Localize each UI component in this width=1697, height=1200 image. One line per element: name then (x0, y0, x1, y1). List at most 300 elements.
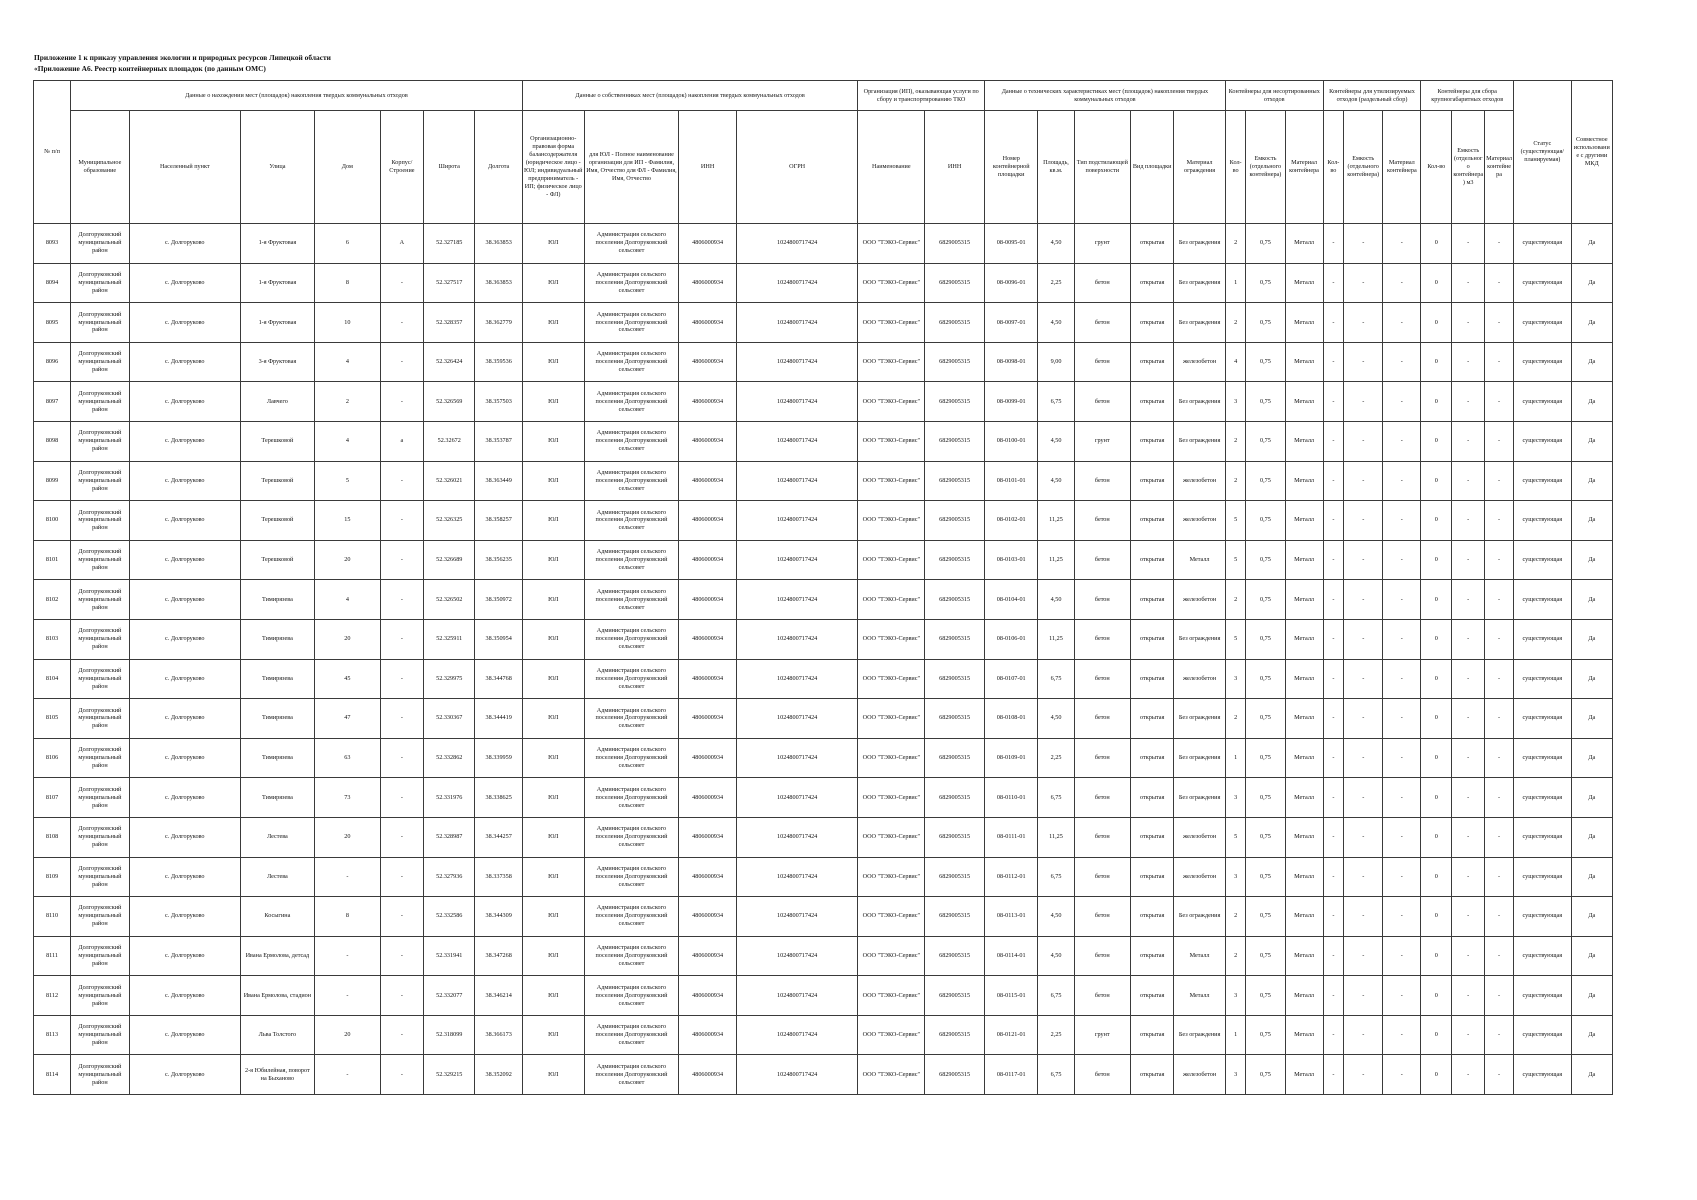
cell-stype: открытая (1131, 778, 1174, 818)
cell-mmat: Металл (1285, 659, 1323, 699)
cell-mc: 3 (1225, 382, 1246, 422)
cell-inn: 4806000934 (679, 382, 737, 422)
cell-mc: 3 (1225, 778, 1246, 818)
cell-surface: бетон (1074, 936, 1131, 976)
cell-form: ЮЛ (522, 580, 584, 620)
cell-street: Терешковой (240, 501, 314, 541)
cell-ogrn: 1024800717424 (736, 738, 857, 778)
cell-settlement: с. Долгоруково (129, 817, 240, 857)
cell-shared: Да (1571, 857, 1612, 897)
cell-house: 5 (314, 461, 380, 501)
cell-site: 08-0108-01 (984, 699, 1038, 739)
cell-bc: 0 (1421, 421, 1452, 461)
cell-bc: 0 (1421, 1055, 1452, 1095)
cell-scap: - (1344, 976, 1383, 1016)
header-column-row (34, 111, 1613, 224)
cell-bc: 0 (1421, 382, 1452, 422)
cell-scap: - (1344, 501, 1383, 541)
cell-settlement: с. Долгоруково (129, 738, 240, 778)
cell-sc: - (1323, 421, 1344, 461)
cell-settlement: с. Долгоруково (129, 263, 240, 303)
cell-smat: - (1383, 421, 1421, 461)
cell-inn: 4806000934 (679, 699, 737, 739)
cell-bld: - (380, 778, 423, 818)
cell-bld: - (380, 738, 423, 778)
cell-lat: 52.32672 (424, 421, 475, 461)
cell-surface: грунт (1074, 224, 1131, 264)
cell-bc: 0 (1421, 1015, 1452, 1055)
cell-area: 11,25 (1038, 501, 1074, 541)
cell-bmat: - (1485, 540, 1514, 580)
cell-bmat: - (1485, 738, 1514, 778)
cell-bcap: - (1452, 263, 1485, 303)
cell-bmat: - (1485, 936, 1514, 976)
cell-surface: бетон (1074, 580, 1131, 620)
cell-fence: железобетон (1174, 659, 1226, 699)
cell-scap: - (1344, 817, 1383, 857)
cell-settlement: с. Долгоруково (129, 501, 240, 541)
cell-bcap: - (1452, 936, 1485, 976)
cell-scap: - (1344, 303, 1383, 343)
cell-area: 4,50 (1038, 303, 1074, 343)
cell-settlement: с. Долгоруково (129, 224, 240, 264)
cell-owner: Администрация сельского поселения Долгоруковский сельсовет (584, 224, 679, 264)
cell-opinn: 6829005315 (925, 738, 985, 778)
cell-lon: 38.363853 (475, 224, 522, 264)
cell-mc: 3 (1225, 976, 1246, 1016)
header-status: Статус (существующая/планируемая) (1514, 81, 1572, 224)
cell-sc: - (1323, 263, 1344, 303)
cell-num: 8102 (34, 580, 71, 620)
cell-bcap: - (1452, 817, 1485, 857)
cell-surface: бетон (1074, 501, 1131, 541)
cell-opinn: 6829005315 (925, 699, 985, 739)
cell-bmat: - (1485, 976, 1514, 1016)
cell-owner: Администрация сельского поселения Долгоруковский сельсовет (584, 976, 679, 1016)
cell-shared: Да (1571, 936, 1612, 976)
header-house: Дом (314, 111, 380, 224)
cell-mun: Долгоруковский муниципальный район (71, 699, 130, 739)
header-group-row (34, 81, 1613, 111)
cell-lat: 52.332586 (424, 897, 475, 937)
cell-mmat: Металл (1285, 699, 1323, 739)
cell-mcap: 0,75 (1246, 659, 1285, 699)
cell-lat: 52.326325 (424, 501, 475, 541)
cell-lat: 52.326424 (424, 342, 475, 382)
table-row (34, 382, 1613, 422)
cell-lat: 52.332862 (424, 738, 475, 778)
cell-bcap: - (1452, 382, 1485, 422)
cell-surface: бетон (1074, 263, 1131, 303)
cell-form: ЮЛ (522, 1055, 584, 1095)
cell-mmat: Металл (1285, 224, 1323, 264)
cell-form: ЮЛ (522, 501, 584, 541)
cell-street: Тимирязева (240, 619, 314, 659)
cell-site: 08-0112-01 (984, 857, 1038, 897)
cell-area: 6,75 (1038, 857, 1074, 897)
cell-bcap: - (1452, 659, 1485, 699)
cell-opinn: 6829005315 (925, 857, 985, 897)
cell-area: 6,75 (1038, 382, 1074, 422)
cell-fence: Металл (1174, 540, 1226, 580)
cell-bmat: - (1485, 1015, 1514, 1055)
cell-site: 08-0102-01 (984, 501, 1038, 541)
cell-form: ЮЛ (522, 619, 584, 659)
table-row (34, 421, 1613, 461)
header-separate-capacity: Емкость (отдельного контейнера) (1344, 111, 1383, 224)
cell-status: существующая (1514, 1055, 1572, 1095)
cell-smat: - (1383, 501, 1421, 541)
cell-site: 08-0096-01 (984, 263, 1038, 303)
cell-sc: - (1323, 382, 1344, 422)
cell-scap: - (1344, 1015, 1383, 1055)
cell-bc: 0 (1421, 619, 1452, 659)
cell-form: ЮЛ (522, 659, 584, 699)
table-row (34, 778, 1613, 818)
cell-shared: Да (1571, 461, 1612, 501)
cell-mc: 3 (1225, 659, 1246, 699)
header-fence: Материал ограждения (1174, 111, 1226, 224)
cell-site: 08-0103-01 (984, 540, 1038, 580)
cell-shared: Да (1571, 342, 1612, 382)
cell-mmat: Металл (1285, 342, 1323, 382)
cell-mun: Долгоруковский муниципальный район (71, 303, 130, 343)
cell-inn: 4806000934 (679, 580, 737, 620)
cell-mmat: Металл (1285, 817, 1323, 857)
cell-form: ЮЛ (522, 421, 584, 461)
table-row (34, 342, 1613, 382)
cell-scap: - (1344, 778, 1383, 818)
cell-street: Терешковой (240, 461, 314, 501)
cell-house: 8 (314, 263, 380, 303)
cell-surface: бетон (1074, 817, 1131, 857)
cell-bmat: - (1485, 342, 1514, 382)
cell-bld: - (380, 382, 423, 422)
cell-stype: открытая (1131, 303, 1174, 343)
cell-form: ЮЛ (522, 897, 584, 937)
cell-scap: - (1344, 540, 1383, 580)
cell-mcap: 0,75 (1246, 1055, 1285, 1095)
cell-smat: - (1383, 976, 1421, 1016)
cell-lat: 52.326021 (424, 461, 475, 501)
cell-form: ЮЛ (522, 936, 584, 976)
cell-mc: 5 (1225, 619, 1246, 659)
cell-num: 8096 (34, 342, 71, 382)
cell-street: Тимирязева (240, 738, 314, 778)
cell-ogrn: 1024800717424 (736, 619, 857, 659)
cell-fence: Без ограждения (1174, 778, 1226, 818)
cell-smat: - (1383, 897, 1421, 937)
cell-scap: - (1344, 738, 1383, 778)
cell-form: ЮЛ (522, 382, 584, 422)
cell-opinn: 6829005315 (925, 659, 985, 699)
cell-shared: Да (1571, 580, 1612, 620)
header-separate-count: Кол-во (1323, 111, 1344, 224)
cell-settlement: с. Долгоруково (129, 580, 240, 620)
cell-ogrn: 1024800717424 (736, 224, 857, 264)
cell-op: ООО "ТЭКО-Сервис" (858, 936, 925, 976)
cell-mun: Долгоруковский муниципальный район (71, 897, 130, 937)
cell-stype: открытая (1131, 540, 1174, 580)
cell-bc: 0 (1421, 817, 1452, 857)
cell-lon: 38.350954 (475, 619, 522, 659)
cell-fence: Без ограждения (1174, 263, 1226, 303)
cell-site: 08-0117-01 (984, 1055, 1038, 1095)
table-row (34, 580, 1613, 620)
cell-mcap: 0,75 (1246, 976, 1285, 1016)
cell-bc: 0 (1421, 897, 1452, 937)
cell-mc: 2 (1225, 303, 1246, 343)
cell-smat: - (1383, 619, 1421, 659)
cell-sc: - (1323, 936, 1344, 976)
header-org-form: Организационно-правовая форма балансодержателя (юридическое лицо - ЮЛ; индивидуальный предприниматель - ИП; физическое лицо - ФЛ) (522, 111, 584, 224)
cell-status: существующая (1514, 263, 1572, 303)
cell-sc: - (1323, 580, 1344, 620)
cell-house: 63 (314, 738, 380, 778)
cell-fence: Металл (1174, 976, 1226, 1016)
cell-sc: - (1323, 501, 1344, 541)
cell-bc: 0 (1421, 461, 1452, 501)
cell-mc: 2 (1225, 897, 1246, 937)
cell-bld: - (380, 976, 423, 1016)
cell-bc: 0 (1421, 501, 1452, 541)
cell-settlement: с. Долгоруково (129, 461, 240, 501)
cell-status: существующая (1514, 738, 1572, 778)
cell-street: 2-я Юбилейная, поворот на Быханово (240, 1055, 314, 1095)
cell-mun: Долгоруковский муниципальный район (71, 540, 130, 580)
cell-mmat: Металл (1285, 778, 1323, 818)
header-owner-inn: ИНН (679, 111, 737, 224)
cell-fence: железобетон (1174, 461, 1226, 501)
cell-lon: 38.350972 (475, 580, 522, 620)
cell-bmat: - (1485, 421, 1514, 461)
cell-area: 4,50 (1038, 897, 1074, 937)
table-row (34, 263, 1613, 303)
cell-bcap: - (1452, 540, 1485, 580)
cell-mmat: Металл (1285, 738, 1323, 778)
cell-owner: Администрация сельского поселения Долгоруковский сельсовет (584, 936, 679, 976)
cell-bmat: - (1485, 501, 1514, 541)
cell-bld: - (380, 1015, 423, 1055)
container-sites-table (33, 80, 1613, 1095)
cell-stype: открытая (1131, 857, 1174, 897)
cell-mcap: 0,75 (1246, 936, 1285, 976)
cell-mcap: 0,75 (1246, 263, 1285, 303)
cell-status: существующая (1514, 857, 1572, 897)
cell-smat: - (1383, 699, 1421, 739)
cell-site: 08-0121-01 (984, 1015, 1038, 1055)
cell-scap: - (1344, 659, 1383, 699)
cell-mmat: Металл (1285, 461, 1323, 501)
cell-mun: Долгоруковский муниципальный район (71, 1055, 130, 1095)
cell-inn: 4806000934 (679, 778, 737, 818)
cell-scap: - (1344, 263, 1383, 303)
cell-fence: Без ограждения (1174, 897, 1226, 937)
document-title (34, 52, 331, 74)
cell-mcap: 0,75 (1246, 580, 1285, 620)
cell-inn: 4806000934 (679, 224, 737, 264)
cell-house: - (314, 976, 380, 1016)
cell-mc: 1 (1225, 738, 1246, 778)
cell-site: 08-0106-01 (984, 619, 1038, 659)
cell-status: существующая (1514, 501, 1572, 541)
cell-area: 4,50 (1038, 699, 1074, 739)
cell-owner: Администрация сельского поселения Долгоруковский сельсовет (584, 699, 679, 739)
cell-site: 08-0095-01 (984, 224, 1038, 264)
cell-lon: 38.357503 (475, 382, 522, 422)
header-street: Улица (240, 111, 314, 224)
cell-mc: 3 (1225, 857, 1246, 897)
cell-street: Лестева (240, 857, 314, 897)
cell-owner: Администрация сельского поселения Долгоруковский сельсовет (584, 342, 679, 382)
cell-bmat: - (1485, 778, 1514, 818)
cell-shared: Да (1571, 263, 1612, 303)
cell-site: 08-0098-01 (984, 342, 1038, 382)
table-row (34, 857, 1613, 897)
cell-settlement: с. Долгоруково (129, 303, 240, 343)
cell-bc: 0 (1421, 263, 1452, 303)
cell-inn: 4806000934 (679, 897, 737, 937)
cell-owner: Администрация сельского поселения Долгоруковский сельсовет (584, 857, 679, 897)
cell-scap: - (1344, 342, 1383, 382)
cell-ogrn: 1024800717424 (736, 461, 857, 501)
cell-form: ЮЛ (522, 1015, 584, 1055)
cell-smat: - (1383, 263, 1421, 303)
cell-smat: - (1383, 461, 1421, 501)
cell-inn: 4806000934 (679, 1055, 737, 1095)
cell-mmat: Металл (1285, 421, 1323, 461)
cell-mmat: Металл (1285, 619, 1323, 659)
cell-op: ООО "ТЭКО-Сервис" (858, 540, 925, 580)
cell-bmat: - (1485, 619, 1514, 659)
cell-fence: Металл (1174, 936, 1226, 976)
cell-op: ООО "ТЭКО-Сервис" (858, 461, 925, 501)
cell-bcap: - (1452, 1055, 1485, 1095)
header-owner-ogrn: ОГРН (736, 111, 857, 224)
cell-area: 4,50 (1038, 421, 1074, 461)
header-operator-name: Наименование (858, 111, 925, 224)
cell-num: 8110 (34, 897, 71, 937)
cell-street: 1-я Фруктовая (240, 303, 314, 343)
cell-settlement: с. Долгоруково (129, 778, 240, 818)
table-row (34, 540, 1613, 580)
cell-house: - (314, 936, 380, 976)
cell-bld: а (380, 421, 423, 461)
cell-mcap: 0,75 (1246, 461, 1285, 501)
cell-opinn: 6829005315 (925, 303, 985, 343)
cell-fence: Без ограждения (1174, 699, 1226, 739)
cell-mcap: 0,75 (1246, 897, 1285, 937)
cell-shared: Да (1571, 699, 1612, 739)
cell-owner: Администрация сельского поселения Долгоруковский сельсовет (584, 303, 679, 343)
cell-fence: железобетон (1174, 342, 1226, 382)
cell-bld: - (380, 263, 423, 303)
cell-bld: - (380, 659, 423, 699)
cell-house: 4 (314, 421, 380, 461)
header-separate-material: Материал контейнера (1383, 111, 1421, 224)
cell-mun: Долгоруковский муниципальный район (71, 659, 130, 699)
cell-status: существующая (1514, 936, 1572, 976)
cell-bcap: - (1452, 1015, 1485, 1055)
cell-ogrn: 1024800717424 (736, 540, 857, 580)
cell-op: ООО "ТЭКО-Сервис" (858, 857, 925, 897)
cell-lon: 38.346214 (475, 976, 522, 1016)
header-mixed-count: Кол-во (1225, 111, 1246, 224)
cell-lon: 38.362779 (475, 303, 522, 343)
cell-opinn: 6829005315 (925, 382, 985, 422)
cell-opinn: 6829005315 (925, 501, 985, 541)
cell-house: 2 (314, 382, 380, 422)
table-row (34, 976, 1613, 1016)
cell-lon: 38.353787 (475, 421, 522, 461)
cell-mcap: 0,75 (1246, 1015, 1285, 1055)
cell-mc: 5 (1225, 540, 1246, 580)
cell-opinn: 6829005315 (925, 1055, 985, 1095)
cell-scap: - (1344, 461, 1383, 501)
cell-mc: 2 (1225, 461, 1246, 501)
cell-mcap: 0,75 (1246, 303, 1285, 343)
cell-mun: Долгоруковский муниципальный район (71, 461, 130, 501)
cell-bmat: - (1485, 857, 1514, 897)
cell-bld: - (380, 580, 423, 620)
group-location: Данные о нахождении мест (площадок) накопления твердых коммунальных отходов (71, 81, 523, 111)
cell-sc: - (1323, 659, 1344, 699)
cell-op: ООО "ТЭКО-Сервис" (858, 382, 925, 422)
cell-bld: - (380, 619, 423, 659)
cell-area: 4,50 (1038, 936, 1074, 976)
cell-area: 4,50 (1038, 224, 1074, 264)
cell-opinn: 6829005315 (925, 224, 985, 264)
cell-mmat: Металл (1285, 303, 1323, 343)
cell-shared: Да (1571, 382, 1612, 422)
cell-num: 8101 (34, 540, 71, 580)
cell-form: ЮЛ (522, 224, 584, 264)
cell-form: ЮЛ (522, 303, 584, 343)
cell-house: 20 (314, 540, 380, 580)
cell-owner: Администрация сельского поселения Долгоруковский сельсовет (584, 778, 679, 818)
cell-mcap: 0,75 (1246, 778, 1285, 818)
cell-num: 8104 (34, 659, 71, 699)
cell-mun: Долгоруковский муниципальный район (71, 1015, 130, 1055)
cell-bld: - (380, 303, 423, 343)
cell-bmat: - (1485, 699, 1514, 739)
cell-smat: - (1383, 857, 1421, 897)
cell-lat: 52.329975 (424, 659, 475, 699)
cell-mmat: Металл (1285, 1055, 1323, 1095)
cell-settlement: с. Долгоруково (129, 421, 240, 461)
cell-mc: 2 (1225, 421, 1246, 461)
cell-fence: железобетон (1174, 580, 1226, 620)
cell-ogrn: 1024800717424 (736, 263, 857, 303)
cell-mun: Долгоруковский муниципальный район (71, 342, 130, 382)
cell-mun: Долгоруковский муниципальный район (71, 421, 130, 461)
cell-bld: А (380, 224, 423, 264)
cell-fence: Без ограждения (1174, 1015, 1226, 1055)
cell-sc: - (1323, 817, 1344, 857)
cell-owner: Администрация сельского поселения Долгоруковский сельсовет (584, 461, 679, 501)
cell-stype: открытая (1131, 738, 1174, 778)
cell-shared: Да (1571, 778, 1612, 818)
cell-inn: 4806000934 (679, 461, 737, 501)
cell-status: существующая (1514, 619, 1572, 659)
header-municipality: Муниципальное образование (71, 111, 130, 224)
cell-op: ООО "ТЭКО-Сервис" (858, 699, 925, 739)
cell-bcap: - (1452, 738, 1485, 778)
cell-house: 8 (314, 897, 380, 937)
cell-bld: - (380, 501, 423, 541)
cell-owner: Администрация сельского поселения Долгоруковский сельсовет (584, 421, 679, 461)
cell-opinn: 6829005315 (925, 976, 985, 1016)
